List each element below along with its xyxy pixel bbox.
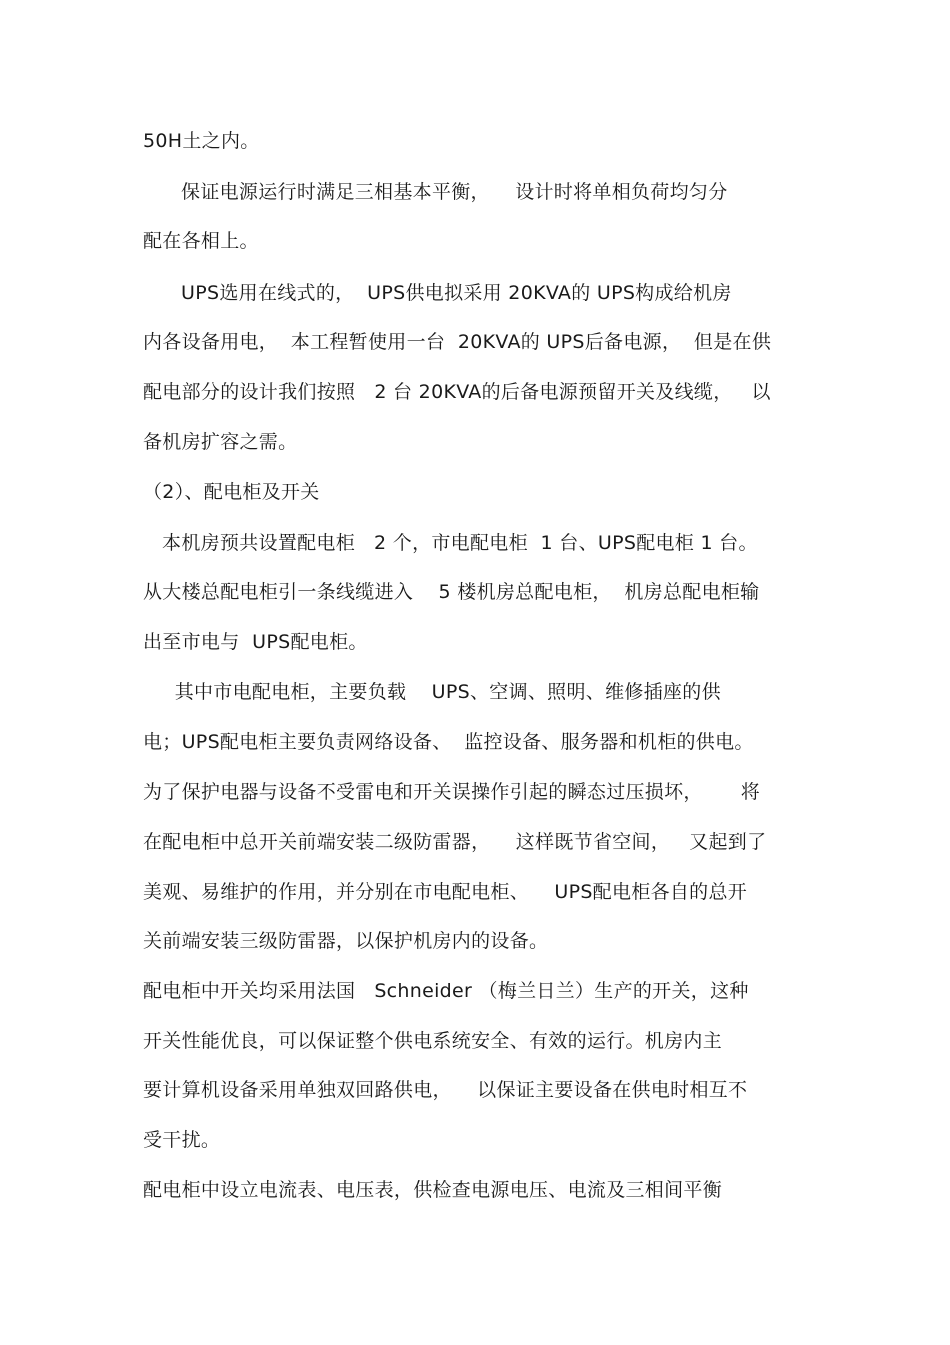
text-line: 受干扰。 — [143, 1129, 221, 1151]
text-line: 出至市电与 UPS配电柜。 — [143, 631, 368, 653]
text-line: 要计算机设备采用单独双回路供电， 以保证主要设备在供电时相互不 — [143, 1079, 748, 1101]
text-line: 配在各相上。 — [143, 230, 259, 252]
text-line: 本机房预共设置配电柜 2 个，市电配电柜 1 台、UPS配电柜 1 台。 — [143, 532, 758, 554]
text-line: 其中市电配电柜，主要负载 UPS、空调、照明、维修插座的供 — [143, 681, 721, 703]
text-line: 50H土之内。 — [143, 130, 260, 152]
text-line: UPS选用在线式的， UPS供电拟采用 20KVA的 UPS构成给机房 — [143, 282, 732, 304]
text-line: 从大楼总配电柜引一条线缆进入 5 楼机房总配电柜， 机房总配电柜输 — [143, 581, 760, 603]
text-line: 配电柜中开关均采用法国 Schneider （梅兰日兰）生产的开关，这种 — [143, 980, 749, 1002]
text-line: 在配电柜中总开关前端安装二级防雷器， 这样既节省空间， 又起到了 — [143, 831, 767, 853]
section-heading: （2）、配电柜及开关 — [143, 481, 320, 503]
text-line: 开关性能优良，可以保证整个供电系统安全、有效的运行。机房内主 — [143, 1030, 723, 1052]
text-line: 内各设备用电， 本工程暂使用一台 20KVA的 UPS后备电源， 但是在供 — [143, 331, 772, 353]
text-line: 关前端安装三级防雷器，以保护机房内的设备。 — [143, 930, 549, 952]
text-line: 电；UPS配电柜主要负责网络设备、 监控设备、服务器和机柜的供电。 — [143, 731, 754, 753]
text-line: 美观、易维护的作用，并分别在市电配电柜、 UPS配电柜各自的总开 — [143, 881, 748, 903]
text-line: 备机房扩容之需。 — [143, 431, 298, 453]
text-line: 配电柜中设立电流表、电压表，供检查电源电压、电流及三相间平衡 — [143, 1179, 723, 1201]
text-line: 保证电源运行时满足三相基本平衡， 设计时将单相负荷均匀分 — [143, 181, 728, 203]
text-line: 为了保护电器与设备不受雷电和开关误操作引起的瞬态过压损坏， 将 — [143, 781, 761, 803]
text-line: 配电部分的设计我们按照 2 台 20KVA的后备电源预留开关及线缆， 以 — [143, 381, 771, 403]
